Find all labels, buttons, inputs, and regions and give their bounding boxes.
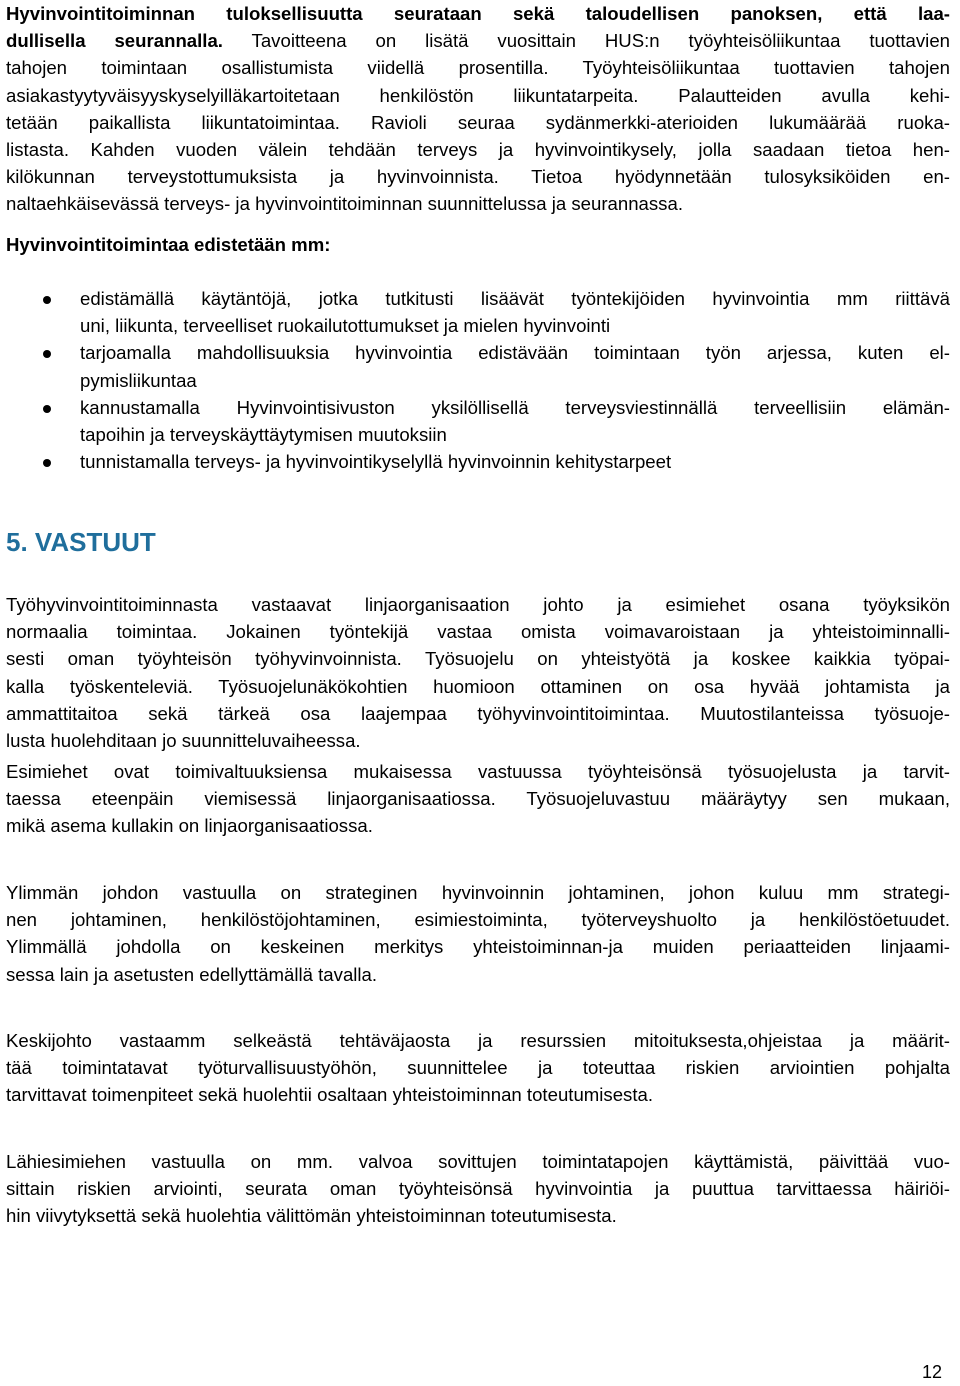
bullet-item: [6, 448, 950, 475]
responsibility-paragraph: [6, 879, 950, 988]
paragraph-line: lusta huolehditaan jo suunnitteluvaiheessa.: [6, 729, 361, 751]
paragraph-line: Lähiesimiehen vastuulla on mm. valvoa sovittujen toimintatapojen käyttämistä, päivittää vuo-: [6, 1151, 950, 1172]
intro-paragraph: [6, 0, 950, 218]
bullet-dot-icon: [43, 296, 51, 304]
intro-text: Tavoitteena on lisätä vuosittain HUS:n työyhteisöliikuntaa tuottavien: [222, 30, 950, 52]
intro-line: [6, 109, 950, 136]
intro-text: naltaehkäisevässä terveys- ja hyvinvointitoiminnan suunnittelussa ja seurannassa.: [6, 193, 683, 215]
paragraph-line: hin viivytyksettä sekä huolehtia välittömän yhteistoiminnan toteutumisesta.: [6, 1205, 617, 1227]
intro-bold-text: Hyvinvointitoiminnan tuloksellisuutta seurataan sekä taloudellisen panoksen, että laa-: [6, 3, 950, 24]
bullet-line: edistämällä käytäntöjä, jotka tutkitusti lisäävät työntekijöiden hyvinvointia mm riittävä: [80, 288, 950, 309]
bullet-item: [6, 339, 950, 393]
paragraph-line: ammattitaitoa sekä tärkeä osa laajempaa työhyvinvointitoimintaa. Muutostilanteissa työsuoje-: [6, 702, 950, 724]
intro-line: [6, 163, 950, 190]
paragraph-line: Ylimmän johdon vastuulla on strateginen hyvinvoinnin johtaminen, johon kuluu mm strategi-: [6, 882, 950, 903]
page-number: 12: [921, 1362, 942, 1382]
paragraph-line: sesti oman työyhteisön työhyvinvoinnista. Työsuojelu on yhteistyötä ja koskee kaikkia työpai-: [6, 648, 950, 670]
bullet-item: [6, 394, 950, 448]
paragraph-line: Esimiehet ovat toimivaltuuksiensa mukaisessa vastuussa työyhteisönsä työsuojelusta ja tarvit-: [6, 761, 950, 782]
bullet-line: pymisliikuntaa: [80, 369, 197, 391]
responsibility-paragraph: [6, 1027, 950, 1109]
paragraph-line: mikä asema kullakin on linjaorganisaatiossa.: [6, 815, 373, 837]
responsibility-paragraph: [6, 758, 950, 840]
intro-bold-text: dullisella seurannalla.: [6, 30, 223, 52]
intro-line: [6, 82, 950, 109]
paragraph-line: Ylimmällä johdolla on keskeinen merkitys yhteistoiminnan-ja muiden periaatteiden linjaami-: [6, 936, 950, 958]
intro-line: [6, 27, 950, 54]
paragraph-line: nen johtaminen, henkilöstöjohtaminen, esimiestoiminta, työterveyshuolto ja henkilöstöetuudet.: [6, 909, 950, 931]
paragraph-line: tarvittavat toimenpiteet sekä huolehtii osaltaan yhteistoiminnan toteutumisesta.: [6, 1084, 654, 1106]
paragraph-line: Keskijohto vastaamm selkeästä tehtäväjaosta ja resurssien mitoituksesta,ohjeistaa ja määrit-: [6, 1030, 950, 1051]
responsibility-paragraph: [6, 1148, 950, 1230]
paragraph-line: kalla työskenteleviä. Työsuojelunäkökohtien huomioon ottaminen on osa hyvää johtamista ja: [6, 675, 950, 697]
bullet-dot-icon: [43, 459, 51, 467]
section-title: 5. VASTUUT: [6, 527, 156, 557]
intro-line: [6, 190, 950, 217]
paragraph-line: sessa lain ja asetusten edellyttämällä tavalla.: [6, 963, 378, 985]
responsibility-paragraph: [6, 591, 950, 754]
intro-text: tetään paikallista liikuntatoimintaa. Ravioli seuraa sydänmerkki-aterioiden lukumäärää ruoka-: [6, 111, 950, 133]
bullet-line: tarjoamalla mahdollisuuksia hyvinvointia edistävään toimintaan työn arjessa, kuten el-: [80, 342, 950, 364]
wellbeing-bullet-list: [6, 285, 950, 475]
bullet-dot-icon: [43, 405, 51, 413]
intro-text: tahojen toimintaan osallistumista viidellä prosentilla. Työyhteisöliikuntaa tuottavien tahojen: [6, 57, 950, 79]
paragraph-line: tää toimintatavat työturvallisuustyöhön, suunnittelee ja toteuttaa riskien arviointien pohjalta: [6, 1057, 950, 1079]
intro-text: asiakastyytyväisyyskyselyilläkartoitetaan henkilöstön liikuntatarpeita. Palautteiden avulla kehi-: [6, 84, 950, 106]
bullet-line: tunnistamalla terveys- ja hyvinvointikyselyllä hyvinvoinnin kehitystarpeet: [80, 451, 672, 473]
bullet-dot-icon: [43, 350, 51, 358]
wellbeing-heading: Hyvinvointitoimintaa edistetään mm:: [6, 234, 331, 255]
intro-line: [6, 54, 950, 81]
bullet-line: kannustamalla Hyvinvointisivuston yksilöllisellä terveysviestinnällä terveellisiin elämän-: [80, 396, 950, 418]
bullet-item: [6, 285, 950, 339]
bullet-line: tapoihin ja terveyskäyttäytymisen muutoksiin: [80, 423, 447, 445]
paragraph-line: normaalia toimintaa. Jokainen työntekijä vastaa omista voimavaroistaan ja yhteistoiminnalli-: [6, 621, 950, 643]
bullet-line: uni, liikunta, terveelliset ruokailutottumukset ja mielen hyvinvointi: [80, 315, 611, 337]
intro-text: listasta. Kahden vuoden välein tehdään terveys ja hyvinvointikysely, jolla saadaan tietoa hen-: [6, 138, 950, 160]
intro-line: [6, 0, 950, 27]
intro-line: [6, 136, 950, 163]
intro-text: kilökunnan terveystottumuksista ja hyvinvoinnista. Tietoa hyödynnetään tulosyksiköiden en-: [6, 166, 950, 188]
paragraph-line: taessa eteenpäin viemisessä linjaorganisaatiossa. Työsuojeluvastuu määräytyy sen mukaan,: [6, 788, 950, 810]
paragraph-line: sittain riskien arviointi, seurata oman työyhteisönsä hyvinvointia ja puuttua tarvittaessa häiriöi-: [6, 1178, 950, 1200]
paragraph-line: Työhyvinvointitoiminnasta vastaavat linjaorganisaation johto ja esimiehet osana työyksikön: [6, 594, 950, 615]
